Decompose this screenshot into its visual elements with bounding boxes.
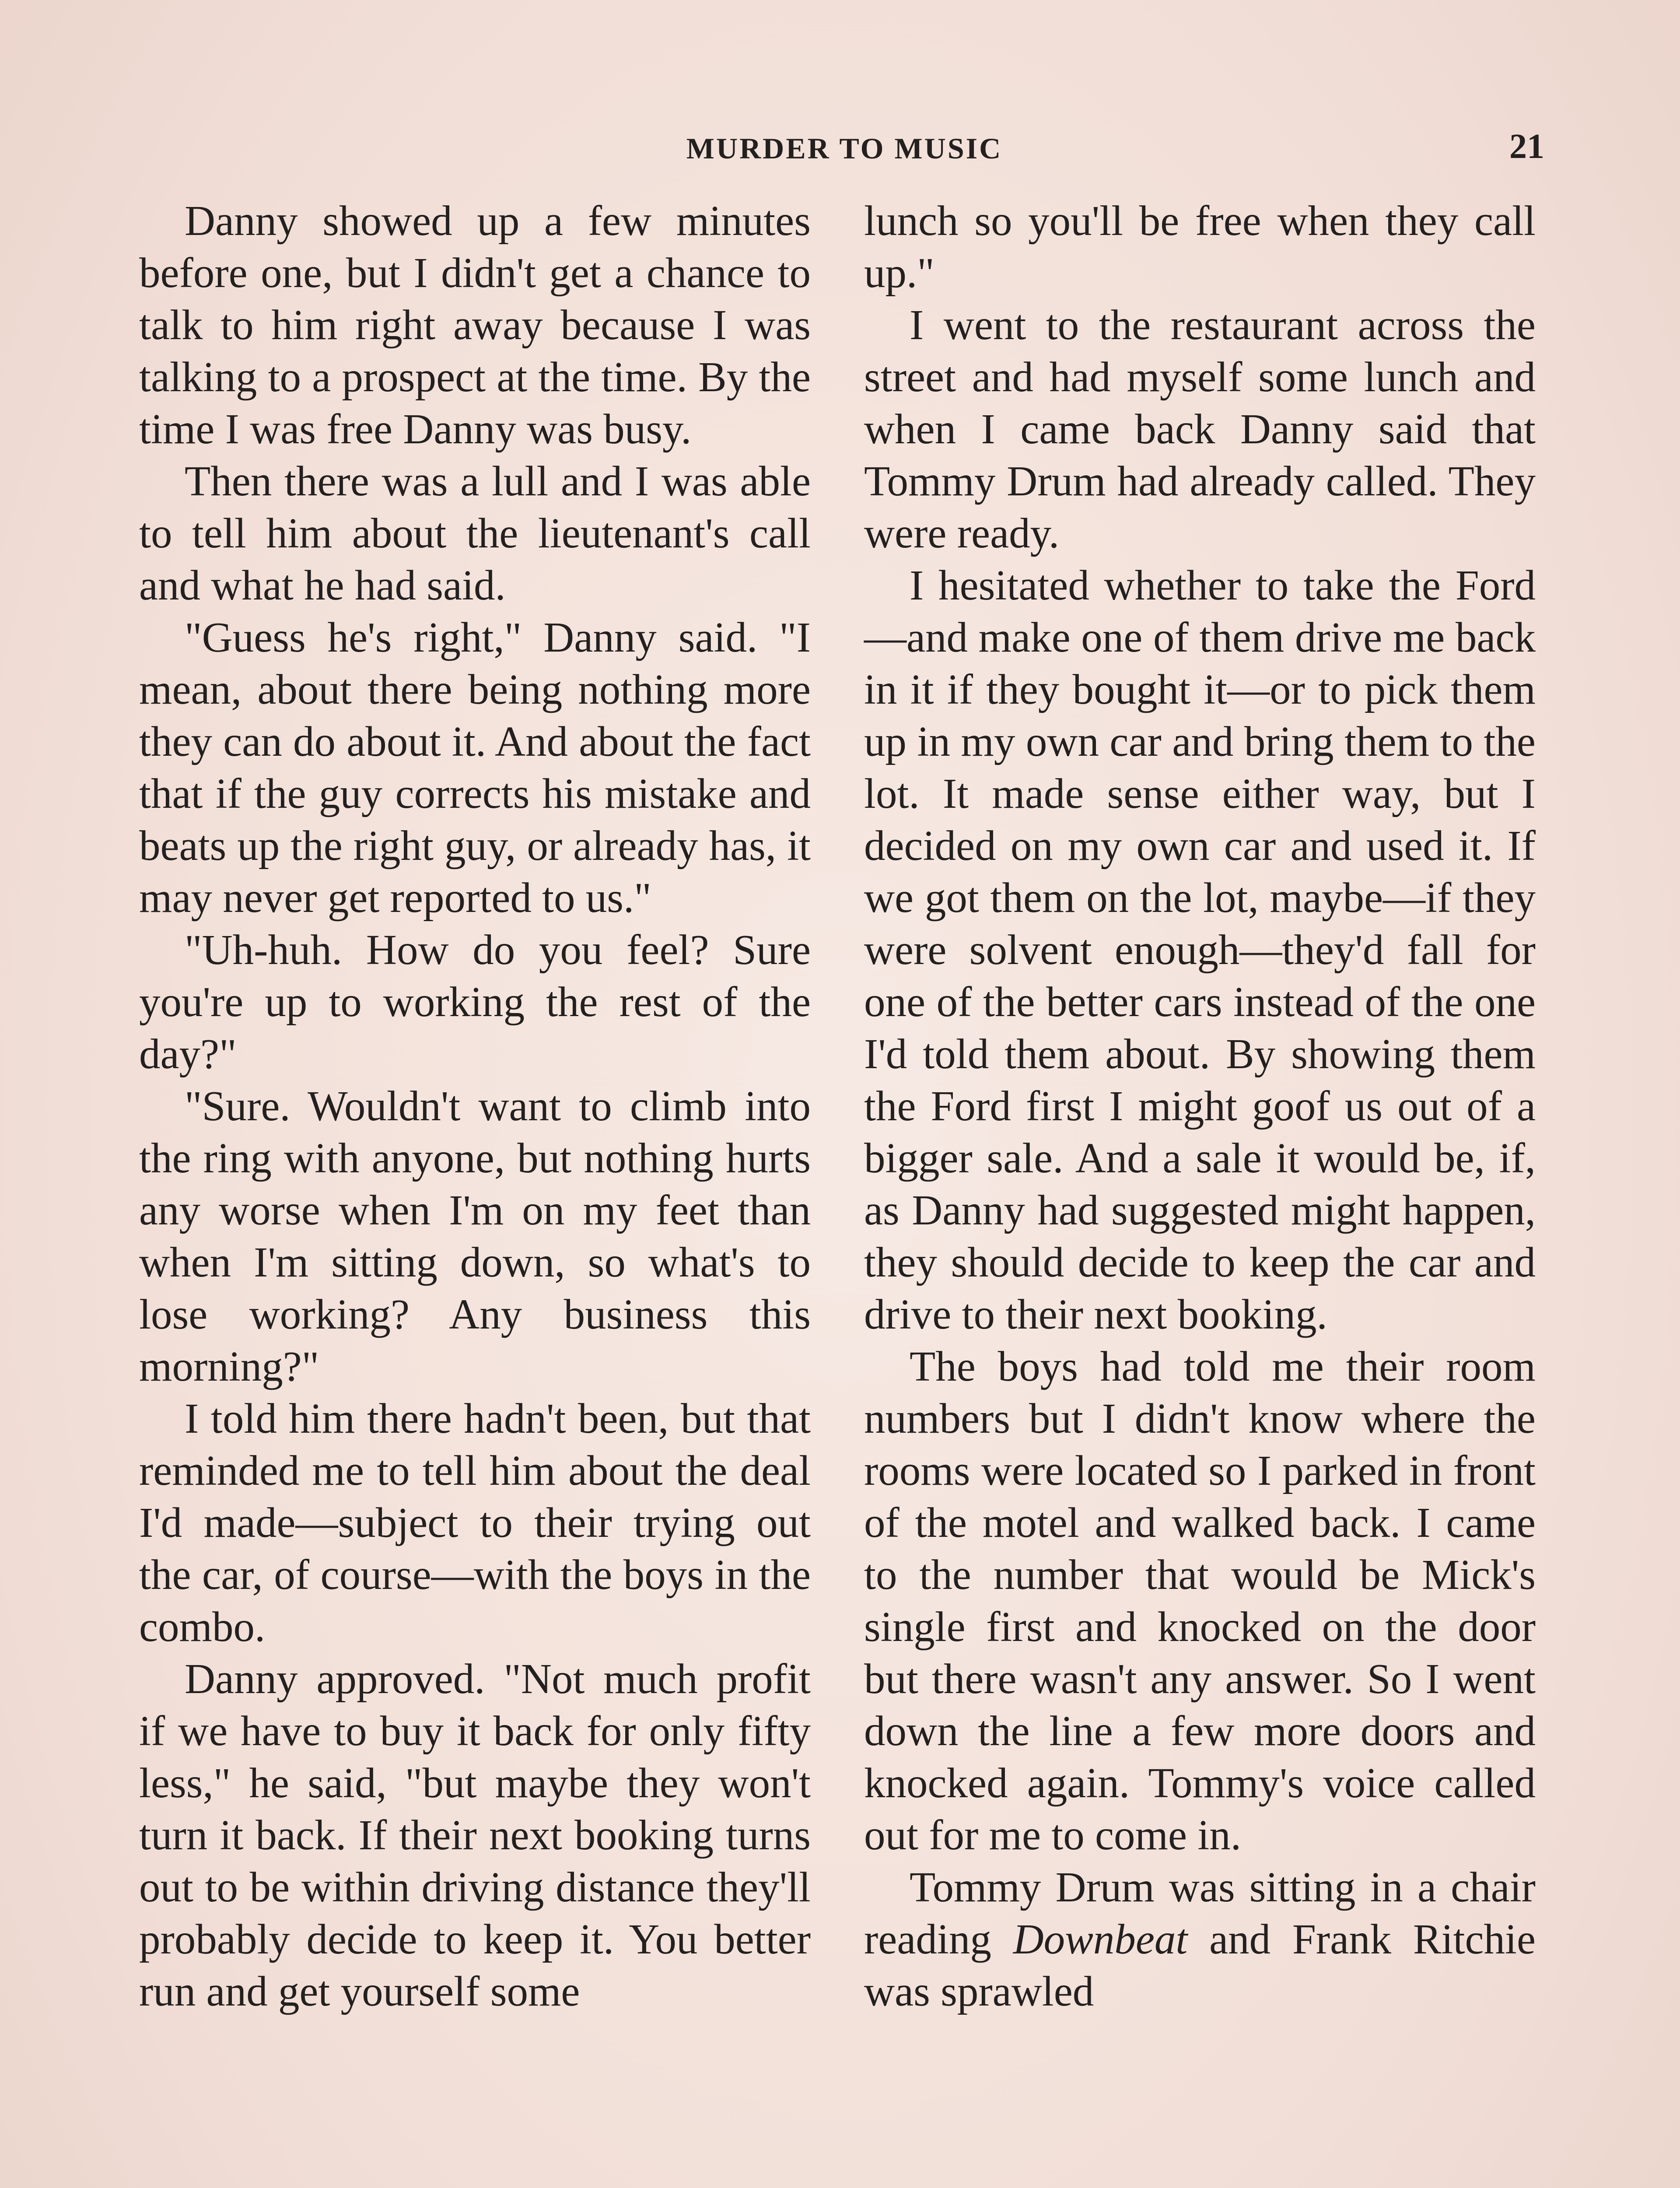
paragraph: I went to the restaurant across the street and had myself some lunch and when I came back Danny said that Tommy Drum had already called. They were ready. <box>864 302 1536 557</box>
running-title: MURDER TO MUSIC <box>686 132 1003 165</box>
paragraph: I told him there hadn't been, but that reminded me to tell him about the deal I'd made—subject to their trying out the car, of course—with the boys in the combo. <box>139 1395 811 1650</box>
paragraph: The boys had told me their room numbers but I didn't know where the rooms were located so I parked in front of the motel and walked back. I came to the number that would be Mick's single first and knocked on the door but there wasn't any answer. So I went down the line a few more doors and knocked again. Tommy's voice called out for me to come in. <box>864 1343 1536 1858</box>
paragraph: Danny showed up a few minutes before one, but I didn't get a chance to talk to him right away because I was talking to a prospect at the time. By the time I was free Danny was busy. <box>139 197 811 452</box>
right-column <box>864 195 1536 2017</box>
paragraph: I hesitated whether to take the Ford—and make one of them drive me back in it if they bought it—or to pick them up in my own car and bring them to the lot. It made sense either way, but I decided on my own car and used it. If we got them on the lot, maybe—if they were solvent enough—they'd fall for one of the better cars instead of the one I'd told them about. By showing them the Ford first I might goof us out of a bigger sale. And a sale it would be, if, as Danny had suggested might happen, they should decide to keep the car and drive to their next booking. <box>864 562 1536 1338</box>
paragraph: Then there was a lull and I was able to tell him about the lieutenant's call and what he had said. <box>139 458 811 609</box>
paragraph: "Uh-huh. How do you feel? Sure you're up to working the rest of the day?" <box>139 926 811 1077</box>
paragraph: "Guess he's right," Danny said. "I mean, about there being nothing more they can do about it. And about the fact that if the guy corrects his mistake and beats up the right guy, or already has, it may never get reported to us." <box>139 614 811 921</box>
paragraph-text: and Frank Ritchie was sprawled <box>864 1916 1536 2015</box>
paragraph: Danny approved. "Not much profit if we have to buy it back for only fifty less," he said, "but maybe they won't turn it back. If their next booking turns out to be within driving distance they'll probably decide to keep it. You better run and get yourself some <box>139 1655 811 2015</box>
paragraph-continued: lunch so you'll be free when they call up." <box>864 197 1536 296</box>
paragraph: "Sure. Wouldn't want to climb into the ring with anyone, but nothing hurts any worse when I'm on my feet than when I'm sitting down, so what's to lose working? Any business this morning?" <box>139 1083 811 1390</box>
left-column <box>139 195 811 2017</box>
paragraph-text: Tommy Drum was sitting in a chair reading <box>864 1864 1536 1963</box>
page-number: 21 <box>1509 127 1544 166</box>
paragraph-final <box>864 1861 1536 2017</box>
magazine-title: Downbeat <box>1013 1916 1188 1963</box>
